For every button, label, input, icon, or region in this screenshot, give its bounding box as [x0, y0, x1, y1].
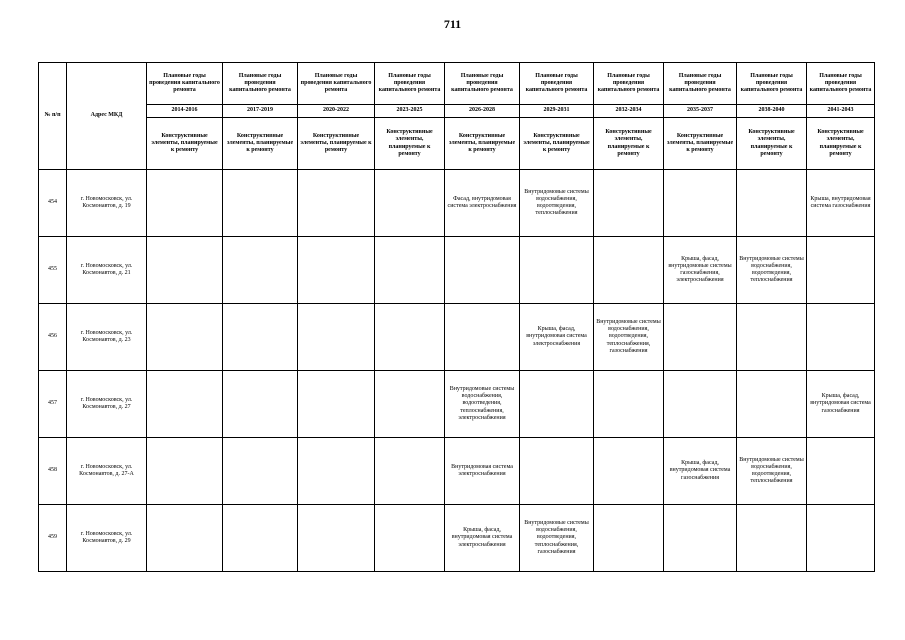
repair-elements-cell — [664, 170, 737, 237]
planned-years-label: Плановые годы проведения капитального ремонта — [737, 63, 807, 105]
repair-elements-cell: Внутридомовые системы водоснабжения, водоотведения, теплоснабжения, газоснабжения — [594, 304, 664, 371]
period-label: 2032-2034 — [594, 105, 664, 118]
planned-years-label: Плановые годы проведения капитального ремонта — [520, 63, 594, 105]
table-row — [39, 304, 875, 371]
row-address: г. Новомосковск, ул. Космонавтов, д. 27-А — [67, 438, 147, 505]
repair-elements-cell — [298, 371, 375, 438]
repair-elements-cell — [520, 237, 594, 304]
elements-label: Конструктивные элементы, планируемые к ремонту — [664, 118, 737, 170]
repair-elements-cell — [147, 170, 223, 237]
repair-elements-cell: Внутридомовые системы водоснабжения, водоотведения, теплоснабжения, газоснабжения — [520, 505, 594, 572]
repair-elements-cell — [807, 304, 875, 371]
planned-years-label: Плановые годы проведения капитального ремонта — [807, 63, 875, 105]
row-number: 455 — [39, 237, 67, 304]
elements-label: Конструктивные элементы, планируемые к ремонту — [223, 118, 298, 170]
period-label: 2029-2031 — [520, 105, 594, 118]
repair-elements-cell — [664, 371, 737, 438]
row-number: 454 — [39, 170, 67, 237]
repair-elements-cell: Внутридомовая система электроснабжения — [445, 438, 520, 505]
repair-elements-cell — [298, 237, 375, 304]
repair-elements-cell — [375, 304, 445, 371]
row-address: г. Новомосковск, ул. Космонавтов, д. 23 — [67, 304, 147, 371]
num-header: № п/п — [39, 63, 67, 170]
table-row — [39, 438, 875, 505]
planned-years-label: Плановые годы проведения капитального ремонта — [298, 63, 375, 105]
page-number: 711 — [443, 17, 462, 31]
row-number: 458 — [39, 438, 67, 505]
repair-elements-cell — [737, 505, 807, 572]
repair-elements-cell — [223, 170, 298, 237]
repair-elements-cell — [298, 304, 375, 371]
planned-years-label: Плановые годы проведения капитального ремонта — [445, 63, 520, 105]
repair-elements-cell — [445, 304, 520, 371]
repair-elements-cell — [807, 438, 875, 505]
repair-elements-cell — [807, 237, 875, 304]
repair-elements-cell — [375, 505, 445, 572]
repair-elements-cell — [375, 371, 445, 438]
repair-elements-cell — [520, 438, 594, 505]
repair-elements-cell — [223, 438, 298, 505]
header-row-elements — [39, 118, 875, 170]
planned-years-label: Плановые годы проведения капитального ремонта — [664, 63, 737, 105]
repair-elements-cell — [375, 170, 445, 237]
repair-elements-cell — [147, 237, 223, 304]
repair-elements-cell — [223, 505, 298, 572]
row-address: г. Новомосковск, ул. Космонавтов, д. 19 — [67, 170, 147, 237]
period-label: 2017-2019 — [223, 105, 298, 118]
repair-elements-cell — [594, 371, 664, 438]
repair-elements-cell — [737, 304, 807, 371]
elements-label: Конструктивные элементы, планируемые к ремонту — [445, 118, 520, 170]
repair-elements-cell — [594, 237, 664, 304]
table-row — [39, 371, 875, 438]
elements-label: Конструктивные элементы, планируемые к ремонту — [737, 118, 807, 170]
elements-label: Конструктивные элементы, планируемые к ремонту — [520, 118, 594, 170]
repair-elements-cell — [594, 170, 664, 237]
row-address: г. Новомосковск, ул. Космонавтов, д. 29 — [67, 505, 147, 572]
repair-elements-cell — [147, 438, 223, 505]
repair-elements-cell — [298, 505, 375, 572]
repair-elements-cell: Внутридомовые системы водоснабжения, водоотведения, теплоснабжения — [737, 237, 807, 304]
repair-elements-cell — [147, 371, 223, 438]
capital-repair-table — [38, 62, 875, 572]
planned-years-label: Плановые годы проведения капитального ремонта — [375, 63, 445, 105]
elements-label: Конструктивные элементы, планируемые к ремонту — [375, 118, 445, 170]
elements-label: Конструктивные элементы, планируемые к ремонту — [807, 118, 875, 170]
repair-elements-cell — [223, 371, 298, 438]
repair-elements-cell: Крыша, фасад, внутридомовая система электроснабжения — [445, 505, 520, 572]
table-row — [39, 170, 875, 237]
repair-elements-cell — [147, 304, 223, 371]
row-number: 459 — [39, 505, 67, 572]
table-row — [39, 237, 875, 304]
repair-elements-cell: Фасад, внутридомовая система электроснабжения — [445, 170, 520, 237]
header-row-years-label — [39, 63, 875, 105]
elements-label: Конструктивные элементы, планируемые к ремонту — [147, 118, 223, 170]
elements-label: Конструктивные элементы, планируемые к ремонту — [298, 118, 375, 170]
period-label: 2014-2016 — [147, 105, 223, 118]
period-label: 2035-2037 — [664, 105, 737, 118]
repair-elements-cell — [223, 304, 298, 371]
period-label: 2038-2040 — [737, 105, 807, 118]
repair-elements-cell: Крыша, фасад, внутридомовые системы газоснабжения, электроснабжения — [664, 237, 737, 304]
repair-elements-cell — [147, 505, 223, 572]
planned-years-label: Плановые годы проведения капитального ремонта — [223, 63, 298, 105]
repair-elements-cell: Внутридомовые системы водоснабжения, водоотведения, теплоснабжения, электроснабжения — [445, 371, 520, 438]
repair-elements-cell — [807, 505, 875, 572]
row-address: г. Новомосковск, ул. Космонавтов, д. 21 — [67, 237, 147, 304]
repair-elements-cell: Крыша, фасад, внутридомовая система газоснабжения — [664, 438, 737, 505]
repair-elements-cell — [664, 505, 737, 572]
repair-elements-cell: Внутридомовые системы водоснабжения, водоотведения, теплоснабжения — [520, 170, 594, 237]
planned-years-label: Плановые годы проведения капитального ремонта — [147, 63, 223, 105]
repair-elements-cell — [594, 438, 664, 505]
repair-elements-cell — [298, 438, 375, 505]
table-row — [39, 505, 875, 572]
row-number: 456 — [39, 304, 67, 371]
header-row-periods — [39, 105, 875, 118]
repair-elements-cell: Крыша, фасад, внутридомовая система газоснабжения — [807, 371, 875, 438]
repair-elements-cell — [664, 304, 737, 371]
period-label: 2023-2025 — [375, 105, 445, 118]
row-number: 457 — [39, 371, 67, 438]
repair-elements-cell — [737, 371, 807, 438]
repair-elements-cell — [520, 371, 594, 438]
row-address: г. Новомосковск, ул. Космонавтов, д. 27 — [67, 371, 147, 438]
repair-elements-cell: Внутридомовые системы водоснабжения, водоотведения, теплоснабжения — [737, 438, 807, 505]
address-header: Адрес МКД — [67, 63, 147, 170]
repair-elements-cell — [375, 438, 445, 505]
repair-elements-cell: Крыша, фасад, внутридомовая система электроснабжения — [520, 304, 594, 371]
repair-elements-cell — [445, 237, 520, 304]
repair-elements-cell: Крыша, внутридомовая система газоснабжения — [807, 170, 875, 237]
repair-elements-cell — [737, 170, 807, 237]
planned-years-label: Плановые годы проведения капитального ремонта — [594, 63, 664, 105]
repair-elements-cell — [375, 237, 445, 304]
period-label: 2026-2028 — [445, 105, 520, 118]
repair-elements-cell — [594, 505, 664, 572]
period-label: 2020-2022 — [298, 105, 375, 118]
repair-elements-cell — [298, 170, 375, 237]
period-label: 2041-2043 — [807, 105, 875, 118]
repair-elements-cell — [223, 237, 298, 304]
elements-label: Конструктивные элементы, планируемые к ремонту — [594, 118, 664, 170]
